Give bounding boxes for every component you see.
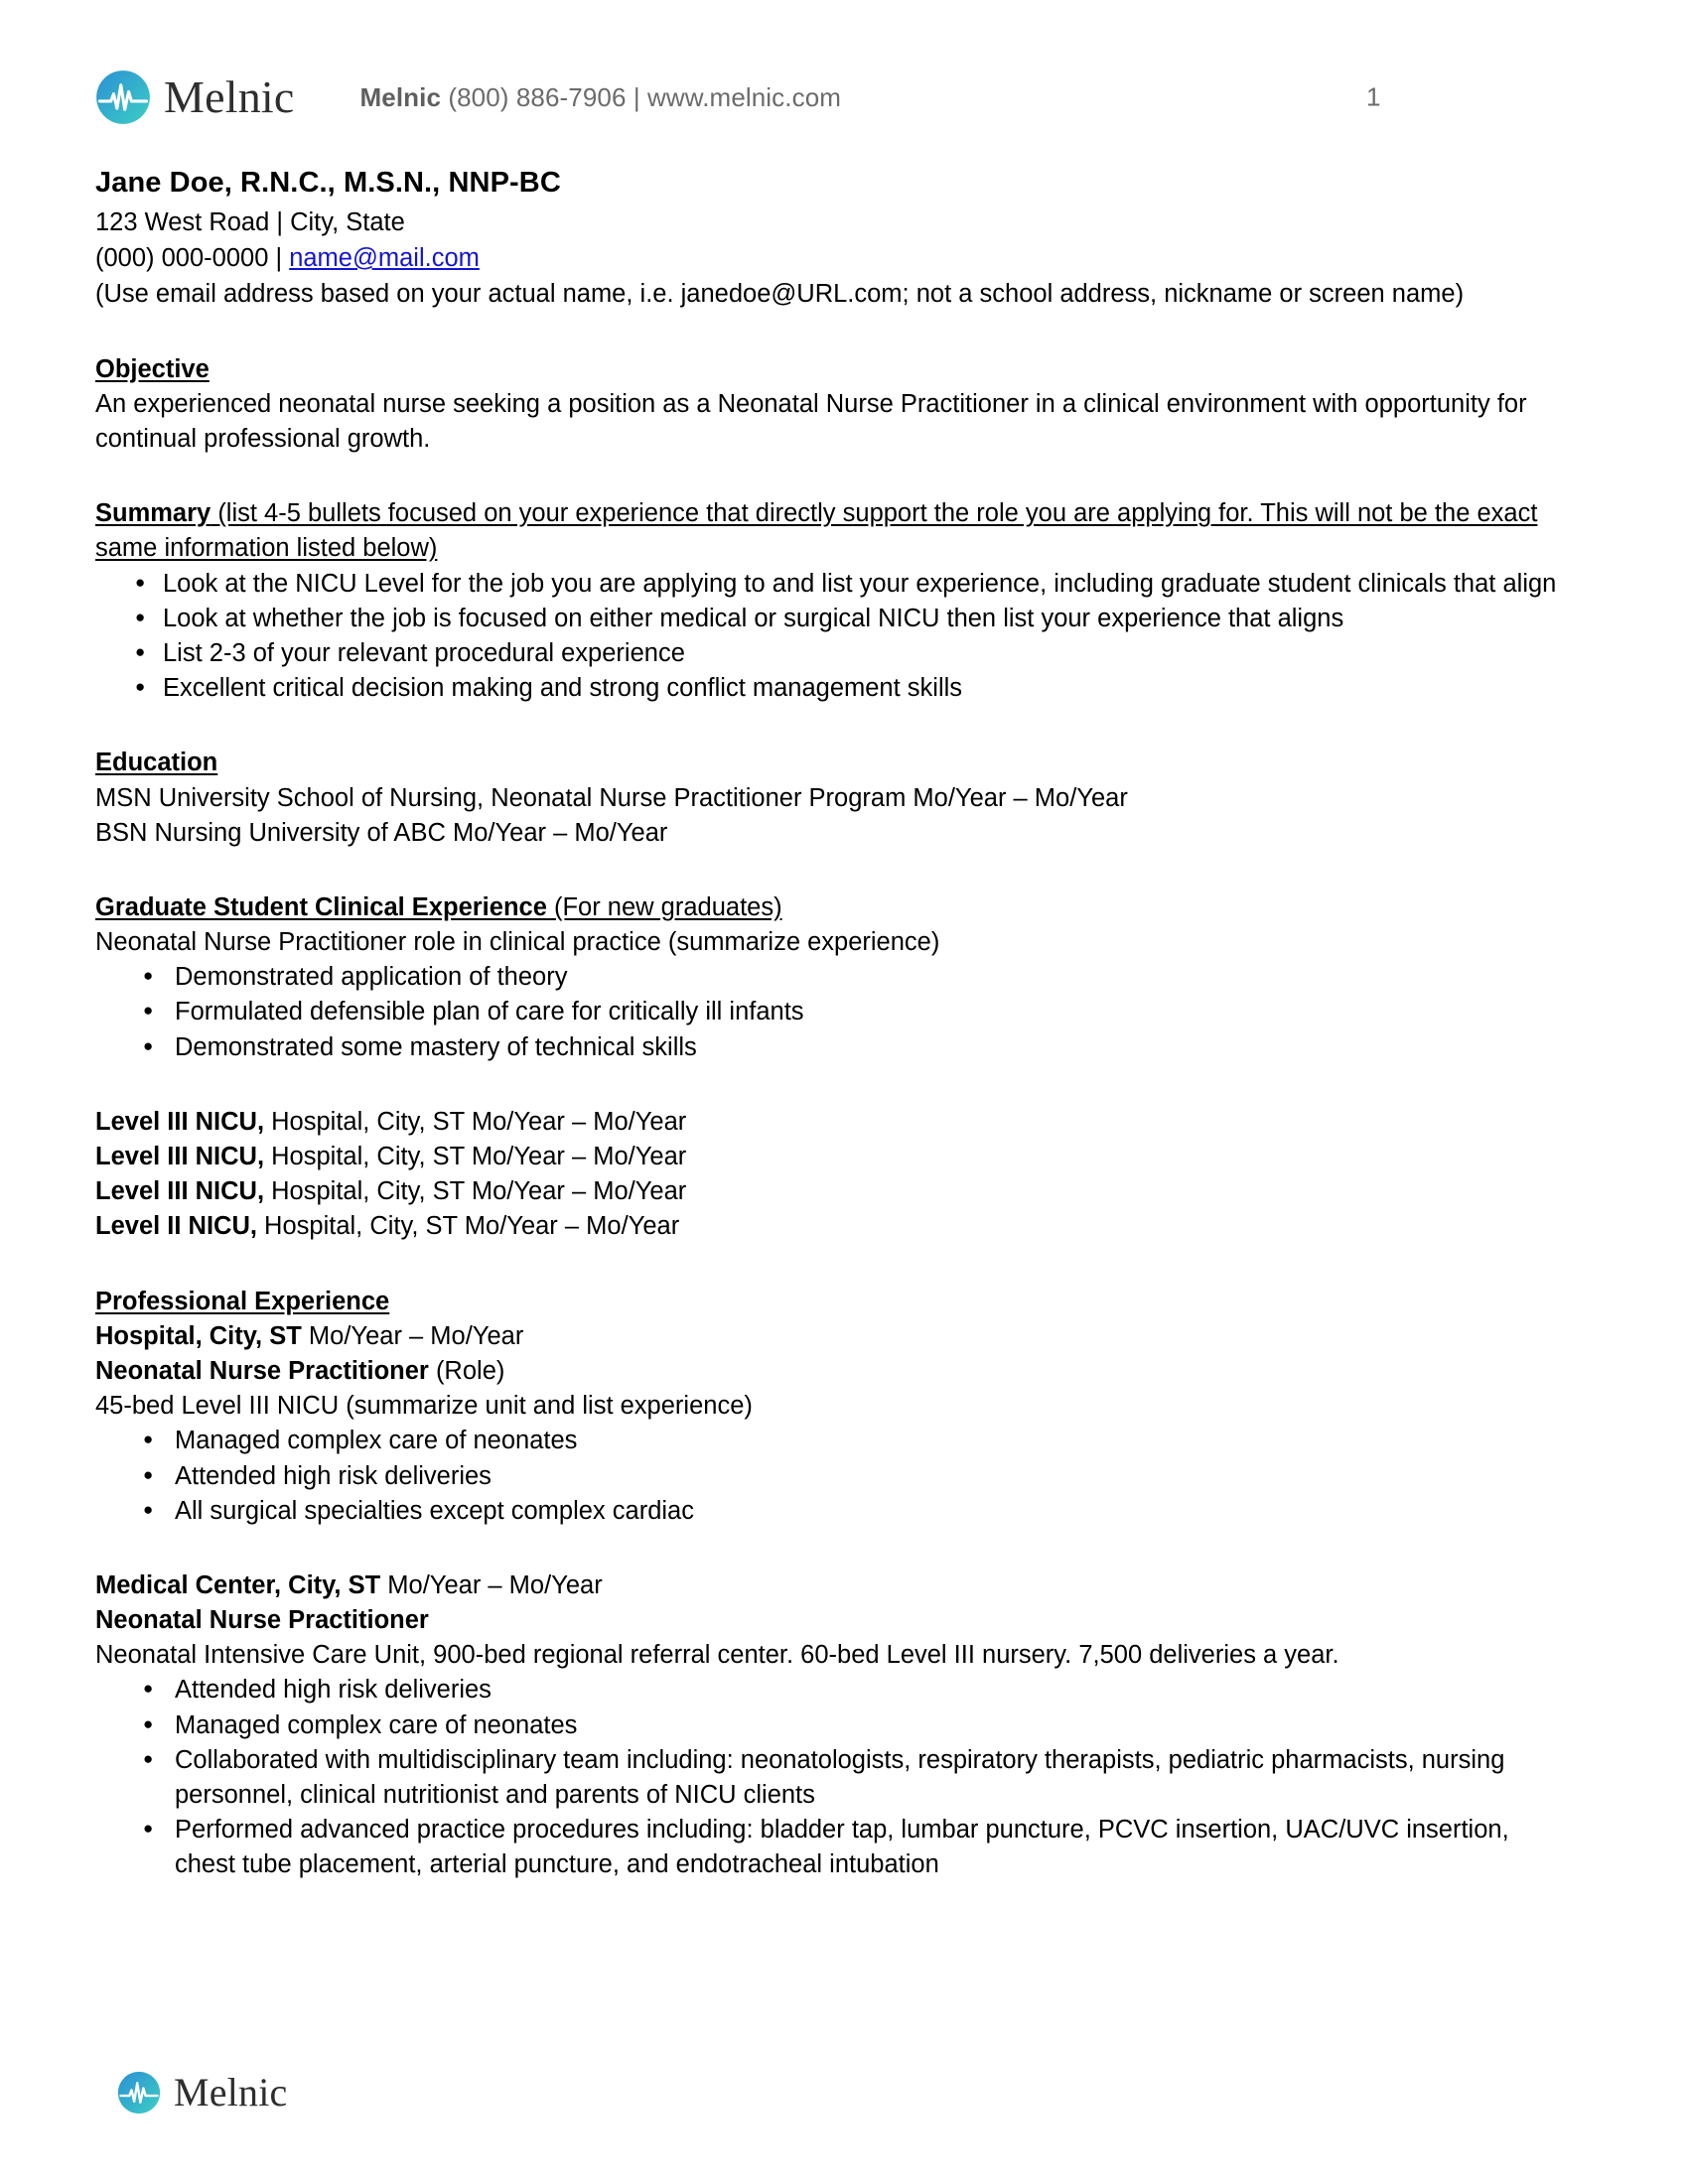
job-employer-row bbox=[95, 1319, 1557, 1354]
education-entry bbox=[95, 816, 1557, 851]
candidate-address: 123 West Road | City, State bbox=[95, 208, 405, 237]
job-title-note: (Role) bbox=[428, 1356, 505, 1385]
job-bullet-list bbox=[95, 1673, 1557, 1882]
list-item: ● Look at whether the job is focused on either medical or surgical NICU then list your experience that aligns bbox=[95, 602, 1557, 636]
spacer bbox=[95, 1065, 1557, 1105]
job-employer: Hospital, City, ST bbox=[95, 1321, 302, 1350]
education-school: MSN University School of Nursing, Neonatal Nurse Practitioner Program bbox=[95, 783, 907, 812]
job-dates: Mo/Year – Mo/Year bbox=[308, 1321, 524, 1350]
objective-text: An experienced neonatal nurse seeking a position as a Neonatal Nurse Practitioner in a clinical environment with opportunity for continual professional growth. bbox=[95, 389, 1527, 453]
list-item: ● Demonstrated application of theory bbox=[95, 960, 1557, 995]
nicu-dates: Mo/Year – Mo/Year bbox=[471, 1107, 687, 1136]
candidate-phone-email bbox=[95, 240, 1557, 276]
list-item: ● Demonstrated some mastery of technical skills bbox=[95, 1030, 1557, 1065]
education-entry bbox=[95, 781, 1557, 816]
section-heading-professional-experience: Professional Experience bbox=[95, 1287, 390, 1315]
section-heading-summary bbox=[95, 496, 1557, 566]
nicu-placement-row bbox=[95, 1174, 1557, 1209]
page-number: 1 bbox=[1366, 81, 1381, 112]
spacer bbox=[95, 1245, 1557, 1285]
header-brand-lockup bbox=[95, 69, 295, 125]
list-item: ● Performed advanced practice procedures including: bladder tap, lumbar puncture, PCVC insertion, UAC/UVC insertion, chest tube placement, arterial puncture, and endotracheal intubation bbox=[95, 1813, 1557, 1882]
melnic-wordmark: Melnic bbox=[174, 2070, 288, 2115]
candidate-name: Jane Doe, R.N.C., M.S.N., NNP-BC bbox=[95, 167, 561, 199]
nicu-placement-row bbox=[95, 1140, 1557, 1174]
nicu-dates: Mo/Year – Mo/Year bbox=[471, 1177, 687, 1206]
list-item: ● Attended high risk deliveries bbox=[95, 1459, 1557, 1494]
email-guidance-note: (Use email address based on your actual name, i.e. janedoe@URL.com; not a school address, nickname or screen name) bbox=[95, 280, 1465, 309]
list-item: ● Formulated defensible plan of care for critically ill infants bbox=[95, 995, 1557, 1029]
education-dates: Mo/Year – Mo/Year bbox=[913, 783, 1128, 812]
summary-heading-note: (list 4-5 bullets focused on your experience that directly support the role you are applying for. This will not be the exact same information listed below) bbox=[95, 499, 1538, 563]
list-item: ● List 2-3 of your relevant procedural experience bbox=[95, 636, 1557, 671]
summary-heading-label: Summary bbox=[95, 499, 211, 528]
resume-body bbox=[95, 163, 1557, 1883]
nicu-detail: Hospital, City, ST bbox=[256, 1212, 458, 1241]
job-title-row bbox=[95, 1603, 1557, 1638]
grad-clinical-heading-label: Graduate Student Clinical Experience bbox=[95, 892, 547, 921]
melnic-logo-icon bbox=[95, 69, 151, 125]
spacer bbox=[95, 313, 1557, 352]
nicu-level: Level III NICU, bbox=[95, 1107, 265, 1136]
candidate-email-link[interactable]: name@mail.com bbox=[289, 244, 480, 273]
melnic-logo-icon bbox=[117, 2071, 161, 2115]
education-school: BSN Nursing University of ABC bbox=[95, 818, 446, 847]
spacer bbox=[95, 851, 1557, 890]
list-item: ● Managed complex care of neonates bbox=[95, 1708, 1557, 1743]
grad-clinical-heading-note: (For new graduates) bbox=[546, 892, 782, 921]
header-contact-info bbox=[360, 82, 842, 113]
section-heading-objective: Objective bbox=[95, 354, 210, 383]
job-bullet-list bbox=[95, 1424, 1557, 1529]
spacer bbox=[95, 457, 1557, 496]
candidate-phone: (000) 000-0000 | bbox=[95, 244, 290, 273]
nicu-detail: Hospital, City, ST bbox=[264, 1143, 465, 1170]
list-item: ● All surgical specialties except complex cardiac bbox=[95, 1494, 1557, 1529]
list-item: ● Managed complex care of neonates bbox=[95, 1424, 1557, 1458]
job-title-row bbox=[95, 1354, 1557, 1389]
education-dates: Mo/Year – Mo/Year bbox=[452, 818, 668, 847]
nicu-dates: Mo/Year – Mo/Year bbox=[464, 1212, 680, 1241]
spacer bbox=[95, 1529, 1557, 1569]
grad-clinical-intro: Neonatal Nurse Practitioner role in clinical practice (summarize experience) bbox=[95, 928, 940, 957]
nicu-level: Level III NICU, bbox=[95, 1177, 265, 1206]
nicu-placement-row bbox=[95, 1209, 1557, 1244]
header-contact-details: (800) 886-7906 | www.melnic.com bbox=[441, 81, 842, 112]
job-title: Neonatal Nurse Practitioner bbox=[95, 1606, 429, 1635]
list-item: ● Look at the NICU Level for the job you are applying to and list your experience, including graduate student clinicals that align bbox=[95, 567, 1557, 602]
header-contact-brand: Melnic bbox=[359, 81, 442, 112]
job-title: Neonatal Nurse Practitioner bbox=[95, 1356, 429, 1385]
section-heading-education: Education bbox=[95, 749, 218, 777]
summary-bullet-list bbox=[95, 567, 1557, 707]
nicu-detail: Hospital, City, ST bbox=[264, 1177, 465, 1206]
job-unit-description: Neonatal Intensive Care Unit, 900-bed regional referral center. 60-bed Level III nursery. 7,500 deliveries a year. bbox=[95, 1641, 1339, 1670]
job-employer-row bbox=[95, 1569, 1557, 1603]
job-unit-description: 45-bed Level III NICU (summarize unit and list experience) bbox=[95, 1392, 753, 1421]
spacer bbox=[95, 706, 1557, 746]
job-employer: Medical Center, City, ST bbox=[95, 1570, 381, 1599]
melnic-wordmark: Melnic bbox=[164, 71, 295, 122]
job-dates: Mo/Year – Mo/Year bbox=[387, 1570, 603, 1599]
page-header bbox=[95, 62, 1593, 133]
nicu-dates: Mo/Year – Mo/Year bbox=[471, 1143, 687, 1170]
nicu-level: Level III NICU, bbox=[95, 1143, 265, 1170]
grad-clinical-bullet-list bbox=[95, 960, 1557, 1065]
list-item: ● Excellent critical decision making and strong conflict management skills bbox=[95, 671, 1557, 706]
list-item: ● Collaborated with multidisciplinary team including: neonatologists, respiratory therapists, pediatric pharmacists, nursing personnel, clinical nutritionist and parents of NICU clients bbox=[95, 1743, 1557, 1813]
nicu-level: Level II NICU, bbox=[95, 1212, 257, 1241]
page-footer bbox=[117, 2071, 288, 2115]
nicu-detail: Hospital, City, ST bbox=[264, 1107, 465, 1136]
section-heading-graduate-clinical bbox=[95, 890, 1557, 925]
nicu-placement-row bbox=[95, 1105, 1557, 1140]
list-item: ● Attended high risk deliveries bbox=[95, 1673, 1557, 1707]
